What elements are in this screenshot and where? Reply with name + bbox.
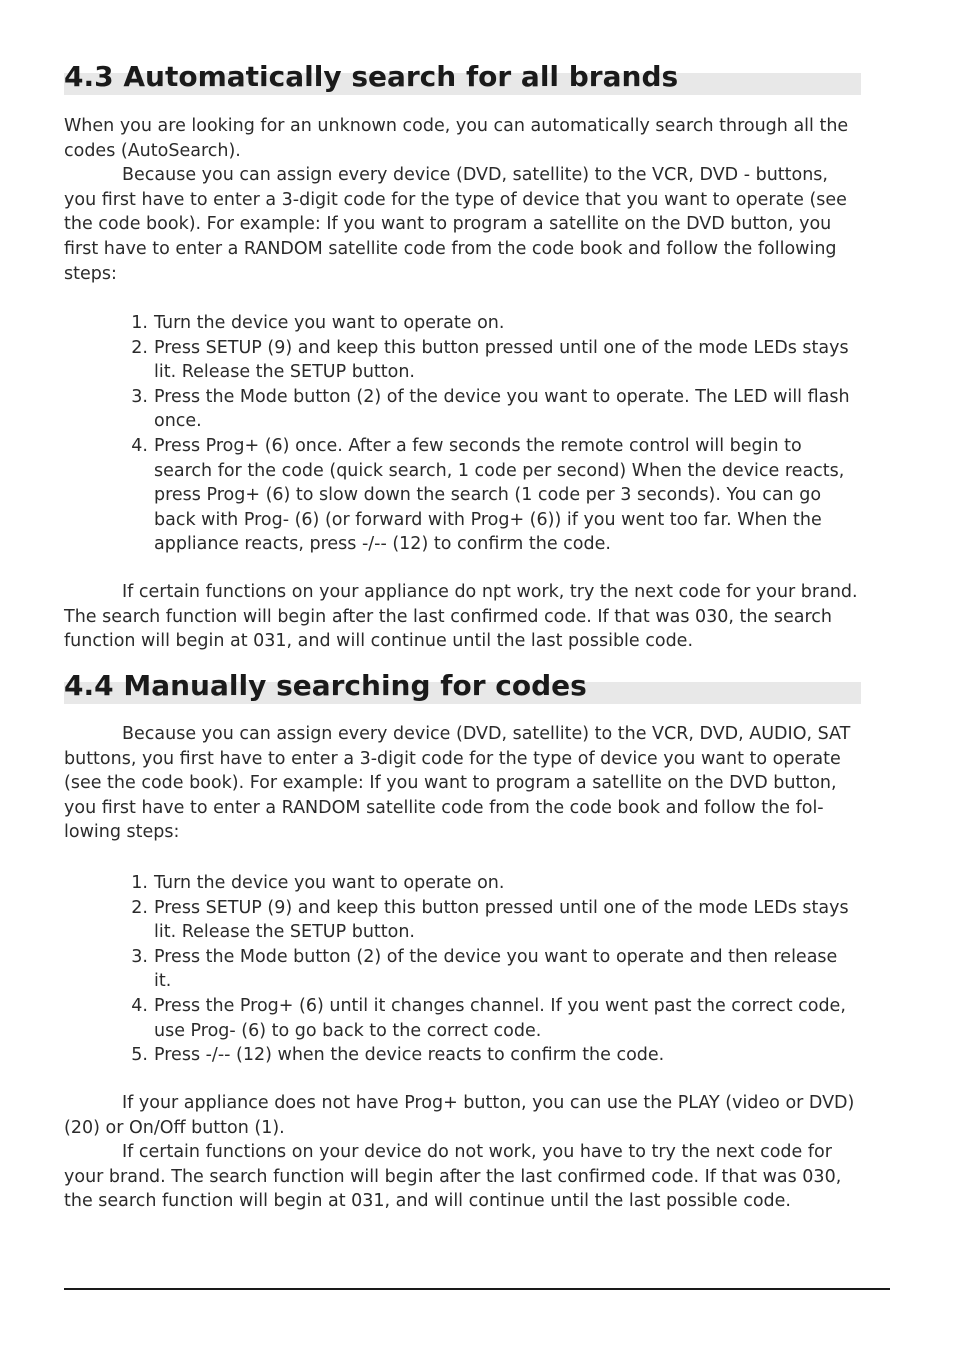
step-text: Press -/-- (12) when the device reacts to confirm the code. [154, 1045, 665, 1066]
section-heading-4-4 [64, 668, 861, 704]
step-number: 4. [131, 435, 148, 456]
step-number: 3. [131, 386, 148, 407]
section-heading-4-3 [64, 59, 861, 95]
list-item [131, 871, 854, 896]
step-text: Press SETUP (9) and keep this button pressed until one of the mode LEDs stays lit. Release the SETUP button. [154, 897, 849, 943]
section-4-3-outro [64, 580, 864, 654]
step-number: 5. [131, 1045, 148, 1066]
step-number: 1. [131, 873, 148, 893]
list-item [131, 336, 854, 385]
intro-paragraph: Because you can assign every device (DVD, satellite) to the VCR, DVD, AUDIO, SAT buttons, you first have to enter a 3-digit code for the type of device you want to operate (see the code book). For example: If you want to program a satellite on the DVD button, you first have to enter a RANDOM satellite code from the code book and follow the fol-lowing steps: [64, 724, 851, 843]
list-item [131, 994, 854, 1043]
list-item [131, 434, 854, 557]
outro-paragraph: If certain functions on your appliance do npt work, try the next code for your brand. The search function will begin after the last confirmed code. If that was 030, the search function will begin at 031, and will continue until the last possible code. [64, 582, 858, 652]
outro-paragraph: If certain functions on your device do not work, you have to try the next code for your brand. The search function will begin after the last confirmed code. If that was 030, the search function will begin at 031, and will continue until the last possible code. [64, 1142, 842, 1212]
intro-paragraph: Because you can assign every device (DVD, satellite) to the VCR, DVD - buttons, you first have to enter a 3-digit code for the type of device that you want to operate (see the code book). For example: If you want to program a satellite on the DVD button, you first have to enter a RANDOM satellite code from the code book and follow the following steps: [64, 165, 847, 284]
section-title: 4.3 Automatically search for all brands [64, 60, 679, 93]
list-item [131, 311, 854, 336]
list-item [131, 896, 854, 945]
section-4-4-intro [64, 722, 864, 845]
list-item [131, 385, 854, 434]
section-4-4-outro [64, 1091, 864, 1214]
step-text: Press the Prog+ (6) until it changes channel. If you went past the correct code, use Prog- (6) to go back to the correct code. [154, 995, 846, 1041]
footer-rule [64, 1288, 890, 1290]
steps-list-4-4 [131, 871, 854, 1068]
step-number: 3. [131, 946, 148, 967]
step-text: Turn the device you want to operate on. [154, 873, 505, 893]
step-text: Press the Mode button (2) of the device you want to operate. The LED will flash once. [154, 386, 850, 432]
step-number: 2. [131, 897, 148, 918]
list-item [131, 945, 854, 994]
section-title: 4.4 Manually searching for codes [64, 669, 587, 702]
intro-paragraph: When you are looking for an unknown code, you can automatically search through all the codes (AutoSearch). [64, 116, 849, 161]
step-text: Press SETUP (9) and keep this button pressed until one of the mode LEDs stays lit. Release the SETUP button. [154, 337, 849, 383]
steps-list-4-3 [131, 311, 854, 557]
step-text: Press Prog+ (6) once. After a few seconds the remote control will begin to search for the code (quick search, 1 code per second) When the device reacts, press Prog+ (6) to slow down the search (1 code per 3 seconds). You can go back with Prog- (6) (or forward with Prog+ (6)) if you went too far. When the appliance reacts, press -/-- (12) to confirm the code. [154, 435, 845, 555]
outro-paragraph: If your appliance does not have Prog+ button, you can use the PLAY (video or DVD) (20) or On/Off button (1). [64, 1093, 855, 1138]
step-number: 2. [131, 337, 148, 358]
step-text: Turn the device you want to operate on. [154, 313, 505, 333]
step-text: Press the Mode button (2) of the device you want to operate and then release it. [154, 946, 838, 992]
step-number: 1. [131, 313, 148, 333]
section-4-3-intro [64, 114, 864, 286]
step-number: 4. [131, 995, 148, 1016]
list-item [131, 1043, 854, 1068]
